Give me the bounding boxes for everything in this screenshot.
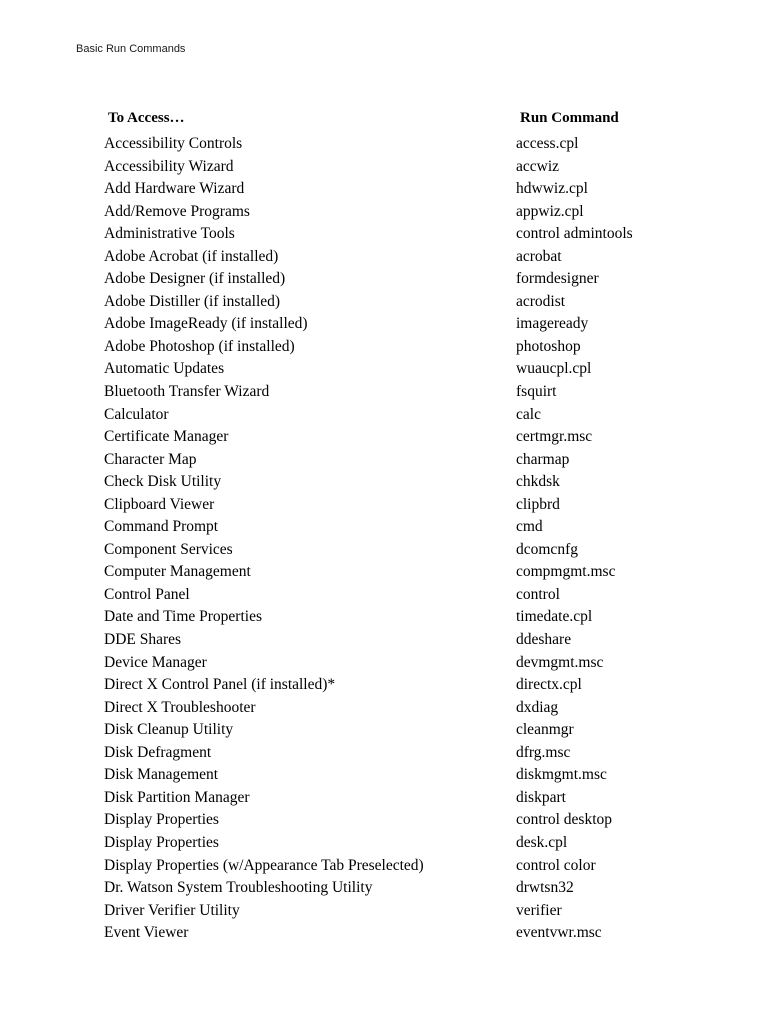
table-row: [0, 630, 768, 653]
run-command-cell: ddeshare: [516, 631, 572, 649]
access-target-cell: Check Disk Utility: [104, 473, 222, 491]
run-command-cell: dxdiag: [516, 698, 559, 716]
run-command-cell: dfrg.msc: [516, 743, 571, 761]
table-row: [0, 382, 768, 405]
run-command-cell: calc: [516, 405, 541, 423]
access-target-cell: DDE Shares: [104, 631, 182, 649]
run-command-cell: verifier: [516, 901, 562, 919]
table-row: [0, 698, 768, 721]
table-header-row: [0, 110, 768, 130]
table-row: [0, 269, 768, 292]
table-row: [0, 405, 768, 428]
access-target-cell: Display Properties: [104, 833, 219, 851]
table-row: [0, 314, 768, 337]
access-target-cell: Command Prompt: [104, 518, 219, 536]
table-row: [0, 653, 768, 676]
access-target-cell: Date and Time Properties: [104, 608, 262, 626]
running-header: Basic Run Commands: [76, 43, 186, 55]
table-row: [0, 562, 768, 585]
run-command-cell: diskpart: [516, 788, 566, 806]
table-row: [0, 901, 768, 924]
access-target-cell: Control Panel: [104, 585, 190, 603]
table-row: [0, 517, 768, 540]
table-row: [0, 359, 768, 382]
run-command-cell: control color: [516, 856, 596, 874]
access-target-cell: Direct X Troubleshooter: [104, 698, 256, 716]
run-command-cell: photoshop: [516, 337, 581, 355]
access-target-cell: Character Map: [104, 450, 197, 468]
access-target-cell: Adobe Distiller (if installed): [104, 292, 281, 310]
run-command-cell: certmgr.msc: [516, 428, 593, 446]
access-target-cell: Add Hardware Wizard: [104, 180, 245, 198]
column-header-run-command: Run Command: [520, 110, 619, 126]
access-target-cell: Adobe Designer (if installed): [104, 270, 286, 288]
access-target-cell: Accessibility Controls: [104, 135, 243, 152]
access-target-cell: Disk Partition Manager: [104, 788, 250, 806]
run-command-cell: control: [516, 585, 560, 603]
access-target-cell: Driver Verifier Utility: [104, 901, 240, 919]
access-target-cell: Add/Remove Programs: [104, 202, 250, 220]
access-target-cell: Direct X Control Panel (if installed)*: [104, 676, 336, 694]
access-target-cell: Computer Management: [104, 563, 251, 581]
table-row: [0, 878, 768, 901]
table-row: [0, 202, 768, 225]
table-row: [0, 607, 768, 630]
table-row: [0, 810, 768, 833]
run-command-cell: control desktop: [516, 811, 612, 829]
table-row: [0, 923, 768, 946]
run-command-cell: cmd: [516, 518, 543, 536]
access-target-cell: Display Properties (w/Appearance Tab Preselected): [104, 856, 424, 874]
access-target-cell: Bluetooth Transfer Wizard: [104, 383, 270, 401]
table-row: [0, 224, 768, 247]
run-command-cell: access.cpl: [516, 135, 579, 152]
table-row: [0, 472, 768, 495]
run-command-cell: fsquirt: [516, 383, 557, 401]
run-command-cell: hdwwiz.cpl: [516, 180, 588, 198]
table-row: [0, 247, 768, 270]
run-command-cell: eventvwr.msc: [516, 924, 602, 942]
table-row: [0, 765, 768, 788]
access-target-cell: Disk Defragment: [104, 743, 212, 761]
access-target-cell: Event Viewer: [104, 924, 189, 942]
access-target-cell: Adobe Photoshop (if installed): [104, 337, 295, 355]
access-target-cell: Calculator: [104, 405, 169, 423]
access-target-cell: Disk Cleanup Utility: [104, 721, 234, 739]
table-row: [0, 856, 768, 879]
table-row: [0, 788, 768, 811]
table-row: [0, 743, 768, 766]
column-header-to-access: To Access…: [108, 110, 185, 126]
run-command-cell: cleanmgr: [516, 721, 574, 739]
access-target-cell: Adobe Acrobat (if installed): [104, 247, 279, 265]
access-target-cell: Adobe ImageReady (if installed): [104, 315, 308, 333]
access-target-cell: Administrative Tools: [104, 225, 235, 243]
run-command-cell: desk.cpl: [516, 833, 568, 851]
run-command-cell: compmgmt.msc: [516, 563, 616, 581]
run-command-cell: drwtsn32: [516, 879, 574, 897]
run-command-cell: directx.cpl: [516, 676, 582, 694]
run-command-cell: acrobat: [516, 247, 562, 265]
access-target-cell: Accessibility Wizard: [104, 157, 234, 175]
run-command-cell: control admintools: [516, 225, 633, 243]
run-command-cell: timedate.cpl: [516, 608, 593, 626]
table-row: [0, 495, 768, 518]
table-row: [0, 720, 768, 743]
run-command-cell: charmap: [516, 450, 570, 468]
run-command-cell: chkdsk: [516, 473, 560, 491]
table-row: [0, 427, 768, 450]
table-row: [0, 179, 768, 202]
access-target-cell: Device Manager: [104, 653, 207, 671]
run-command-cell: devmgmt.msc: [516, 653, 604, 671]
command-table-body: [0, 134, 768, 946]
table-row: [0, 675, 768, 698]
run-command-cell: formdesigner: [516, 270, 599, 288]
run-command-cell: clipbrd: [516, 495, 560, 513]
access-target-cell: Component Services: [104, 540, 233, 558]
table-row: [0, 134, 768, 157]
access-target-cell: Dr. Watson System Troubleshooting Utility: [104, 879, 373, 897]
access-target-cell: Certificate Manager: [104, 428, 229, 446]
run-command-cell: appwiz.cpl: [516, 202, 584, 220]
table-row: [0, 450, 768, 473]
table-row: [0, 540, 768, 563]
run-command-cell: dcomcnfg: [516, 540, 578, 558]
access-target-cell: Clipboard Viewer: [104, 495, 215, 513]
run-command-cell: wuaucpl.cpl: [516, 360, 592, 378]
table-row: [0, 833, 768, 856]
run-command-cell: accwiz: [516, 157, 560, 175]
run-command-cell: acrodist: [516, 292, 566, 310]
table-row: [0, 337, 768, 360]
access-target-cell: Automatic Updates: [104, 360, 225, 378]
run-command-cell: diskmgmt.msc: [516, 766, 607, 784]
access-target-cell: Disk Management: [104, 766, 219, 784]
table-row: [0, 292, 768, 315]
table-row: [0, 157, 768, 180]
table-row: [0, 585, 768, 608]
run-command-cell: imageready: [516, 315, 589, 333]
access-target-cell: Display Properties: [104, 811, 219, 829]
